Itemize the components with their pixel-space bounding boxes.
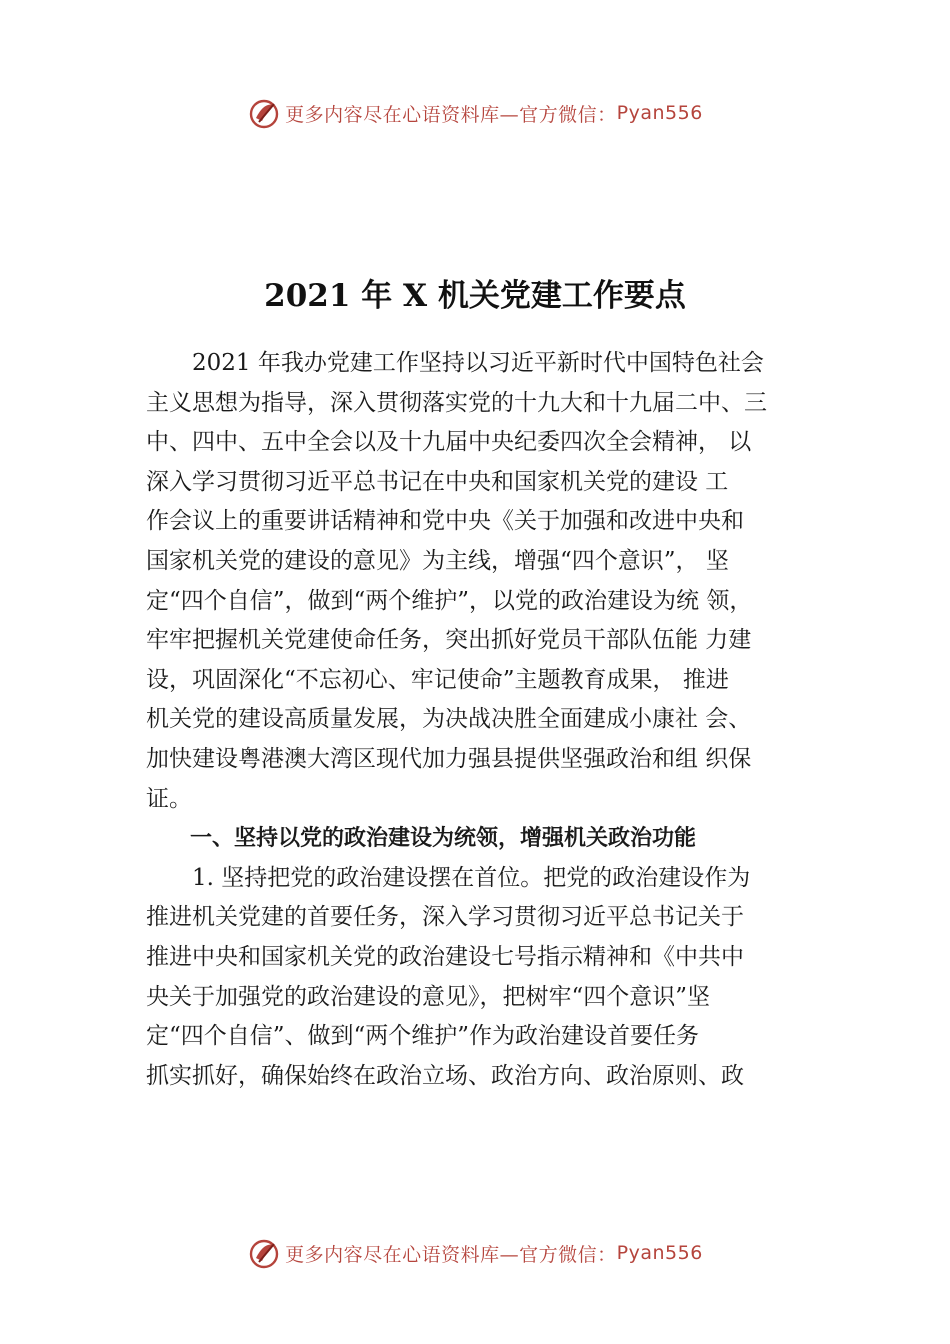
brand-logo-icon [247,96,281,130]
paragraph-line: 中、四中、五中全会以及十九届中央纪委四次全会精神， 以 [146,429,752,456]
paragraph-line: 作会议上的重要讲话精神和党中央《关于加强和改进中央和 [146,508,744,535]
watermark-text: 更多内容尽在心语资料库—官方微信： [285,103,617,126]
paragraph-line: 定“四个自信”、做到“两个维护”作为政治建设首要任务 [146,1023,700,1050]
watermark-banner-bottom [0,1236,950,1270]
watermark-id: Pyan556 [616,102,703,124]
paragraph-line: 牢牢把握机关党建使命任务，突出抓好党员干部队伍能 力建 [146,627,752,654]
brand-logo-icon [247,1236,281,1270]
paragraph-line: 定“四个自信”，做到“两个维护”，以党的政治建设为统 领， [146,587,753,614]
paragraph-line: 2021 年我办党建工作坚持以习近平新时代中国特色社会 [146,350,764,376]
document-title: 2021 年 X 机关党建工作要点 [264,278,686,314]
paragraph-line: 证。 [146,785,192,812]
paragraph-line: 推进中央和国家机关党的政治建设七号指示精神和《中共中 [146,943,744,970]
paragraph-line: 机关党的建设高质量发展，为决战决胜全面建成小康社 会、 [146,706,752,733]
paragraph-line: 国家机关党的建设的意见》为主线，增强“四个意识”， 坚 [146,547,729,574]
paragraph-line: 主义思想为指导，深入贯彻落实党的十九大和十九届二中、三 [146,389,767,416]
paragraph-line: 抓实抓好，确保始终在政治立场、政治方向、政治原则、政 [146,1062,744,1089]
paragraph-line: 加快建设粤港澳大湾区现代加力强县提供坚强政治和组 织保 [146,745,752,772]
watermark-text: 更多内容尽在心语资料库—官方微信： [285,1243,617,1266]
watermark-id: Pyan556 [616,1242,703,1264]
paragraph-line: 设，巩固深化“不忘初心、牢记使命”主题教育成果， 推进 [146,666,729,693]
paragraph-line: 推进机关党建的首要任务，深入学习贯彻习近平总书记关于 [146,904,744,931]
watermark-banner-top [0,96,950,130]
document-body [146,344,836,1096]
paragraph-line: 1. 坚持把党的政治建设摆在首位。把党的政治建设作为 [146,864,751,891]
section-heading: 一、坚持以党的政治建设为统领，增强机关政治功能 [146,826,697,852]
paragraph-line: 央关于加强党的政治建设的意见》，把树牢“四个意识”坚 [146,983,711,1010]
paragraph-line: 深入学习贯彻习近平总书记在中央和国家机关党的建设 工 [146,468,729,495]
